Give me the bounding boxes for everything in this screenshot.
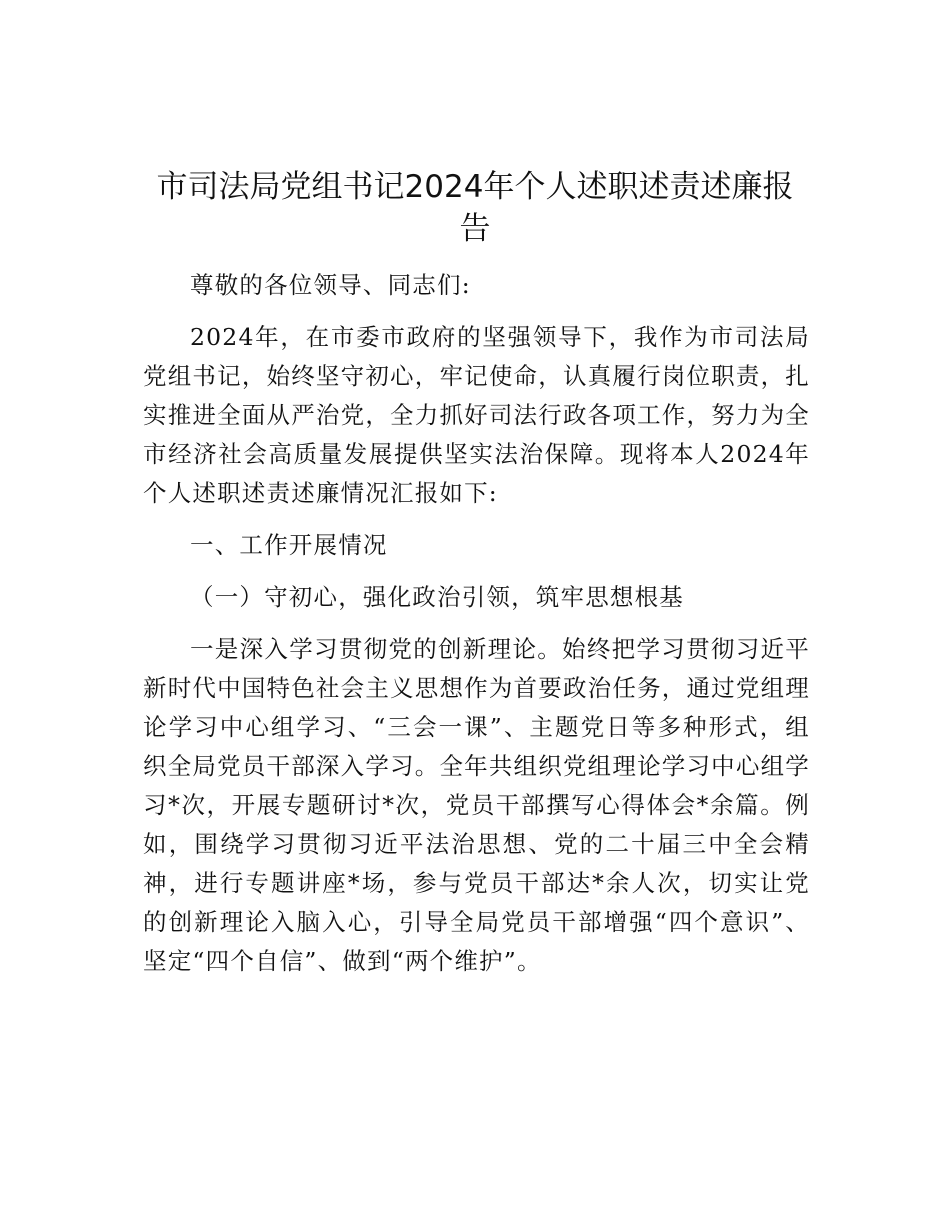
- title-line-2: 告: [459, 211, 491, 247]
- intro-paragraph: 2024年，在市委市政府的坚强领导下，我作为市司法局党组书记，始终坚守初心，牢记使命，认真履行岗位职责，扎实推进全面从严治党，全力抓好司法行政各项工作，努力为全市经济社会高质量发展提供坚实法治保障。现将本人2024年个人述职述责述廉情况汇报如下:: [143, 323, 810, 507]
- document-title: [130, 166, 820, 250]
- title-line-1: 市司法局党组书记2024年个人述职述责述廉报: [156, 169, 794, 205]
- salutation: 尊敬的各位领导、同志们:: [190, 271, 471, 299]
- subsection-heading-1: （一）守初心，强化政治引领，筑牢思想根基: [190, 583, 684, 611]
- section-heading-1: 一、工作开展情况: [190, 531, 388, 559]
- body-paragraph-1: 一是深入学习贯彻党的创新理论。始终把学习贯彻习近平新时代中国特色社会主义思想作为首要政治任务，通过党组理论学习中心组学习、“三会一课”、主题党日等多种形式，组织全局党员干部深入学习。全年共组织党组理论学习中心组学习*次，开展专题研讨*次，党员干部撰写心得体会*余篇。例如，围绕学习贯彻习近平法治思想、党的二十届三中全会精神，进行专题讲座*场，参与党员干部达*余人次，切实让党的创新理论入脑入心，引导全局党员干部增强“四个意识”、坚定“四个自信”、做到“两个维护”。: [143, 635, 810, 975]
- document-body: [143, 266, 810, 994]
